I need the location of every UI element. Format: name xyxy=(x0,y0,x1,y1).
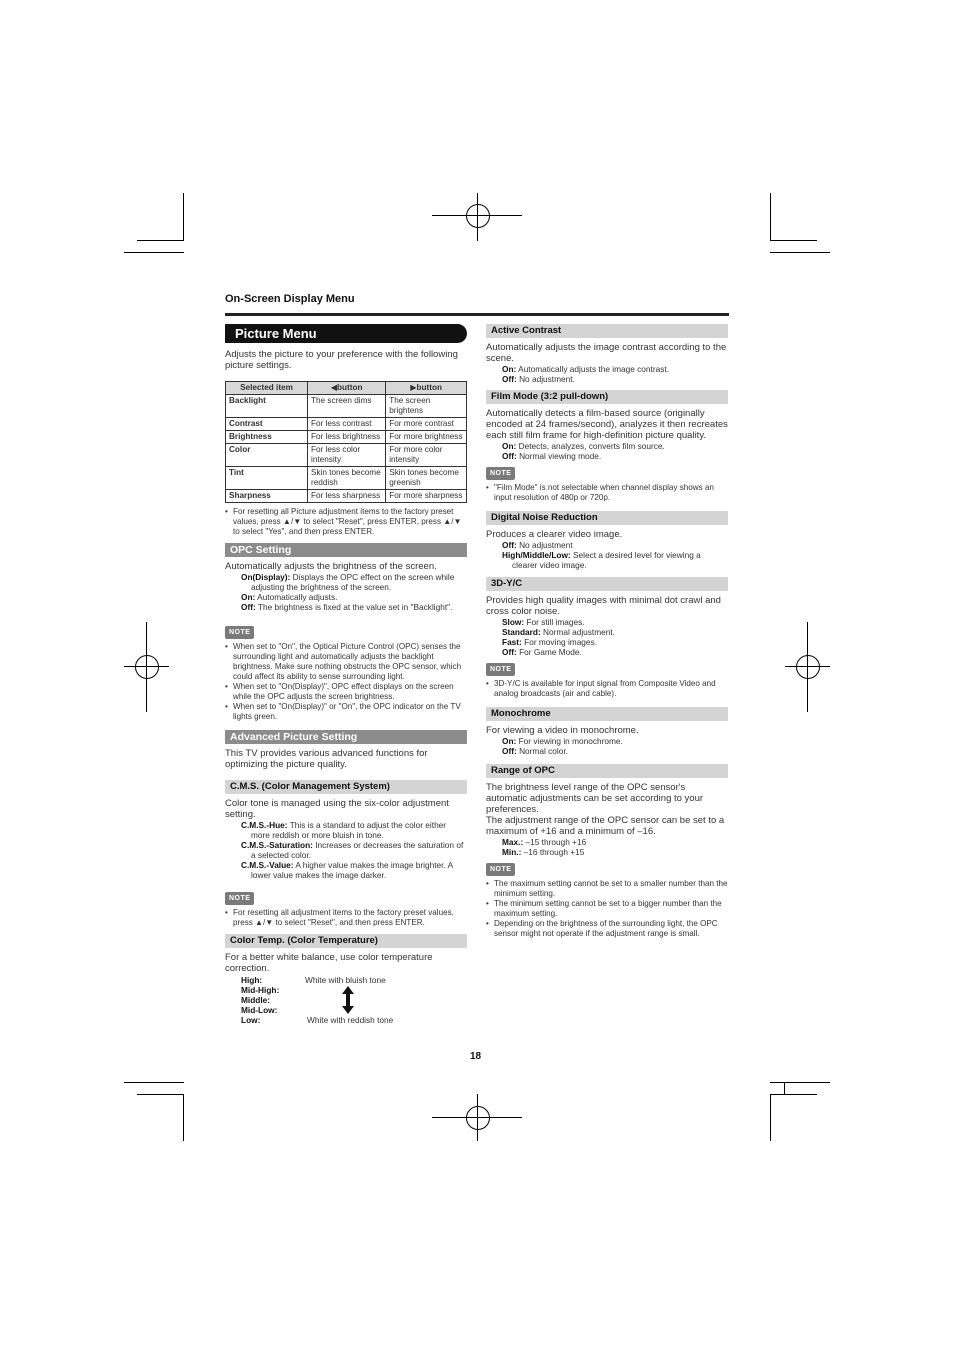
table-header-cell: Selected item xyxy=(226,382,308,395)
temp-level: Mid-Low: xyxy=(241,1005,278,1015)
table-row xyxy=(226,431,467,444)
right-column xyxy=(486,324,728,939)
page-number: 18 xyxy=(470,1051,482,1062)
table-cell: Contrast xyxy=(226,418,308,431)
option-key: Off: xyxy=(502,374,517,384)
table-cell: Brightness xyxy=(226,431,308,444)
monochrome-body: For viewing a video in monochrome. xyxy=(486,725,639,736)
option-text: For Game Mode. xyxy=(519,647,582,657)
note-item: • For resetting all adjustment items to the factory preset values, press ▲/▼ to select "Reset", and then press ENTER. xyxy=(225,908,467,928)
table-cell: For less color intensity xyxy=(308,444,386,467)
active-contrast-title: Active Contrast xyxy=(486,324,728,338)
table-row xyxy=(226,395,467,418)
note-item: • The minimum setting cannot be set to a bigger number than the maximum setting. xyxy=(486,899,728,919)
3d-yc-body: Provides high quality images with minimal dot crawl and cross color noise. xyxy=(486,595,721,617)
option-item xyxy=(225,860,467,880)
table-cell: Skin tones become greenish xyxy=(386,467,467,490)
option-key: Max.: xyxy=(502,837,524,847)
color-temp-levels xyxy=(225,975,467,1027)
note-item: • The maximum setting cannot be set to a smaller number than the minimum setting. xyxy=(486,879,728,899)
table-row xyxy=(226,467,467,490)
table-cell: For more sharpness xyxy=(386,490,467,503)
option-text: Increases or decreases the saturation of a selected color. xyxy=(251,840,464,860)
note-badge: NOTE xyxy=(486,663,515,676)
option-item xyxy=(486,637,728,647)
option-text: Normal color. xyxy=(519,746,568,756)
option-text: Displays the OPC effect on the screen while adjusting the brightness of the screen. xyxy=(251,572,455,592)
option-key: C.M.S.-Value: xyxy=(241,860,294,870)
option-key: On(Display): xyxy=(241,572,291,582)
opc-setting-title: OPC Setting xyxy=(225,543,467,557)
temp-level: Low: xyxy=(241,1015,261,1025)
table-row xyxy=(226,418,467,431)
temp-desc-high: White with bluish tone xyxy=(305,975,386,985)
note-item: • "Film Mode" is not selectable when channel display shows an input resolution of 480p or 720p. xyxy=(486,483,728,503)
table-cell: For more color intensity xyxy=(386,444,467,467)
table-cell: Skin tones become reddish xyxy=(308,467,386,490)
table-cell: For less brightness xyxy=(308,431,386,444)
option-text: Automatically adjusts. xyxy=(257,592,338,602)
note-item: • For resetting all Picture adjustment items to the factory preset values, press ▲/▼ to select "Reset", press ENTER, press ▲/▼ to select "Yes", and then press ENTER. xyxy=(225,507,467,537)
table-cell: Tint xyxy=(226,467,308,490)
option-item xyxy=(225,602,467,612)
option-item xyxy=(225,572,467,592)
opc-notes xyxy=(225,642,467,722)
option-item xyxy=(225,840,467,860)
picture-settings-table xyxy=(225,381,467,503)
option-text: Select a desired level for viewing a clearer video image. xyxy=(512,550,701,570)
option-text: For moving images. xyxy=(524,637,597,647)
table-cell: Backlight xyxy=(226,395,308,418)
dnr-body: Produces a clearer video image. xyxy=(486,529,623,540)
note-item: • When set to "On(Display)", OPC effect displays on the screen while the OPC adjusts the screen brightness. xyxy=(225,682,467,702)
note-item: • 3D-Y/C is available for input signal from Composite Video and analog broadcasts (air and cable). xyxy=(486,679,728,699)
option-key: Off: xyxy=(502,451,517,461)
note-item: • Depending on the brightness of the surrounding light, the OPC sensor might not operate if the adjustment range is small. xyxy=(486,919,728,939)
table-row xyxy=(226,444,467,467)
option-text: This is a standard to adjust the color either more reddish or more bluish in tone. xyxy=(251,820,447,840)
option-key: Standard: xyxy=(502,627,541,637)
option-text: –15 through +16 xyxy=(525,837,587,847)
option-text: No adjustment xyxy=(519,540,573,550)
range-of-opc-body: The brightness level range of the OPC sensor's automatic adjustments can be set according to your preferences. xyxy=(486,782,704,815)
option-text: No adjustment. xyxy=(519,374,575,384)
cms-body: Color tone is managed using the six-color adjustment setting. xyxy=(225,798,449,820)
table-cell: For less contrast xyxy=(308,418,386,431)
option-item xyxy=(486,550,728,570)
film-mode-title: Film Mode (3:2 pull-down) xyxy=(486,390,728,404)
option-key: Off: xyxy=(502,540,517,550)
option-item xyxy=(486,837,728,847)
film-mode-body: Automatically detects a film-based source (originally encoded at 24 frames/second), analyzes it then recreates each still film frame for high-definition picture quality. xyxy=(486,408,728,441)
table-cell: For more brightness xyxy=(386,431,467,444)
table-row xyxy=(226,490,467,503)
option-text: Detects, analyzes, converts film source. xyxy=(518,441,665,451)
color-temp-title: Color Temp. (Color Temperature) xyxy=(225,934,467,948)
note-badge: NOTE xyxy=(486,863,515,876)
option-item xyxy=(486,647,728,657)
option-text: The brightness is fixed at the value set in "Backlight". xyxy=(257,602,453,612)
option-key: On: xyxy=(241,592,256,602)
table-cell: Color xyxy=(226,444,308,467)
dnr-title: Digital Noise Reduction xyxy=(486,511,728,525)
option-item xyxy=(486,451,728,461)
opc-body: Automatically adjusts the brightness of the screen. xyxy=(225,561,437,572)
page-title: Picture Menu xyxy=(225,324,467,343)
note-item: • When set to "On(Display)" or "On", the OPC indicator on the TV lights green. xyxy=(225,702,467,722)
option-text: For viewing in monochrome. xyxy=(518,736,623,746)
option-text: Automatically adjusts the image contrast. xyxy=(518,364,669,374)
option-key: Slow: xyxy=(502,617,525,627)
note-badge: NOTE xyxy=(225,626,254,639)
option-text: A higher value makes the image brighter. A lower value makes the image darker. xyxy=(251,860,453,880)
cms-title: C.M.S. (Color Management System) xyxy=(225,780,467,794)
up-down-arrow-icon xyxy=(341,986,355,1014)
table-cell: The screen brightens xyxy=(386,395,467,418)
table-cell: For less sharpness xyxy=(308,490,386,503)
left-column xyxy=(225,324,467,1027)
option-item xyxy=(486,540,728,550)
option-key: C.M.S.-Saturation: xyxy=(241,840,313,850)
table-cell: The screen dims xyxy=(308,395,386,418)
active-contrast-body: Automatically adjusts the image contrast according to the scene. xyxy=(486,342,727,364)
note-badge: NOTE xyxy=(486,467,515,480)
note-item: • When set to "On", the Optical Picture Control (OPC) senses the surrounding light and automatically adjusts the backlight brightness. Make sure nothing obstructs the OPC sensor, which could affect its ability to sense surrounding light. xyxy=(225,642,467,682)
option-item xyxy=(486,374,728,384)
option-text: –16 through +15 xyxy=(523,847,585,857)
film-mode-notes xyxy=(486,483,728,503)
option-key: Off: xyxy=(241,602,256,612)
section-header: On-Screen Display Menu xyxy=(225,293,355,305)
option-item xyxy=(486,847,728,857)
range-of-opc-title: Range of OPC xyxy=(486,764,728,778)
monochrome-title: Monochrome xyxy=(486,707,728,721)
option-key: On: xyxy=(502,736,517,746)
advanced-picture-title: Advanced Picture Setting xyxy=(225,730,467,744)
note-badge: NOTE xyxy=(225,892,254,905)
option-key: Off: xyxy=(502,647,517,657)
option-key: Min.: xyxy=(502,847,522,857)
option-item xyxy=(486,441,728,451)
table-note-list xyxy=(225,507,467,537)
table-cell: Sharpness xyxy=(226,490,308,503)
option-item xyxy=(486,617,728,627)
temp-desc-low: White with reddish tone xyxy=(307,1015,394,1025)
temp-level: Mid-High: xyxy=(241,985,280,995)
option-item xyxy=(486,746,728,756)
option-item xyxy=(486,627,728,637)
option-key: On: xyxy=(502,441,517,451)
advanced-body: This TV provides various advanced functions for optimizing the picture quality. xyxy=(225,748,428,770)
header-divider xyxy=(225,313,729,316)
temp-level: Middle: xyxy=(241,995,271,1005)
table-header-row xyxy=(226,382,467,395)
color-temp-body: For a better white balance, use color temperature correction. xyxy=(225,952,433,974)
range-of-opc-body: The adjustment range of the OPC sensor can be set to a maximum of +16 and a minimum of –16. xyxy=(486,815,725,837)
table-cell: For more contrast xyxy=(386,418,467,431)
table-header-cell: ▶button xyxy=(386,382,467,395)
intro-text: Adjusts the picture to your preference with the following picture settings. xyxy=(225,349,458,371)
option-key: High/Middle/Low: xyxy=(502,550,571,560)
option-key: On: xyxy=(502,364,517,374)
3d-yc-notes xyxy=(486,679,728,699)
option-key: Fast: xyxy=(502,637,522,647)
temp-level: High: xyxy=(241,975,263,985)
range-of-opc-notes xyxy=(486,879,728,939)
option-text: Normal adjustment. xyxy=(543,627,615,637)
cms-notes xyxy=(225,908,467,928)
option-text: For still images. xyxy=(526,617,585,627)
option-item xyxy=(486,364,728,374)
option-text: Normal viewing mode. xyxy=(519,451,602,461)
option-item xyxy=(225,820,467,840)
option-key: C.M.S.-Hue: xyxy=(241,820,288,830)
option-key: Off: xyxy=(502,746,517,756)
option-item xyxy=(486,736,728,746)
3d-yc-title: 3D-Y/C xyxy=(486,577,728,591)
option-item xyxy=(225,592,467,602)
table-header-cell: ◀button xyxy=(308,382,386,395)
